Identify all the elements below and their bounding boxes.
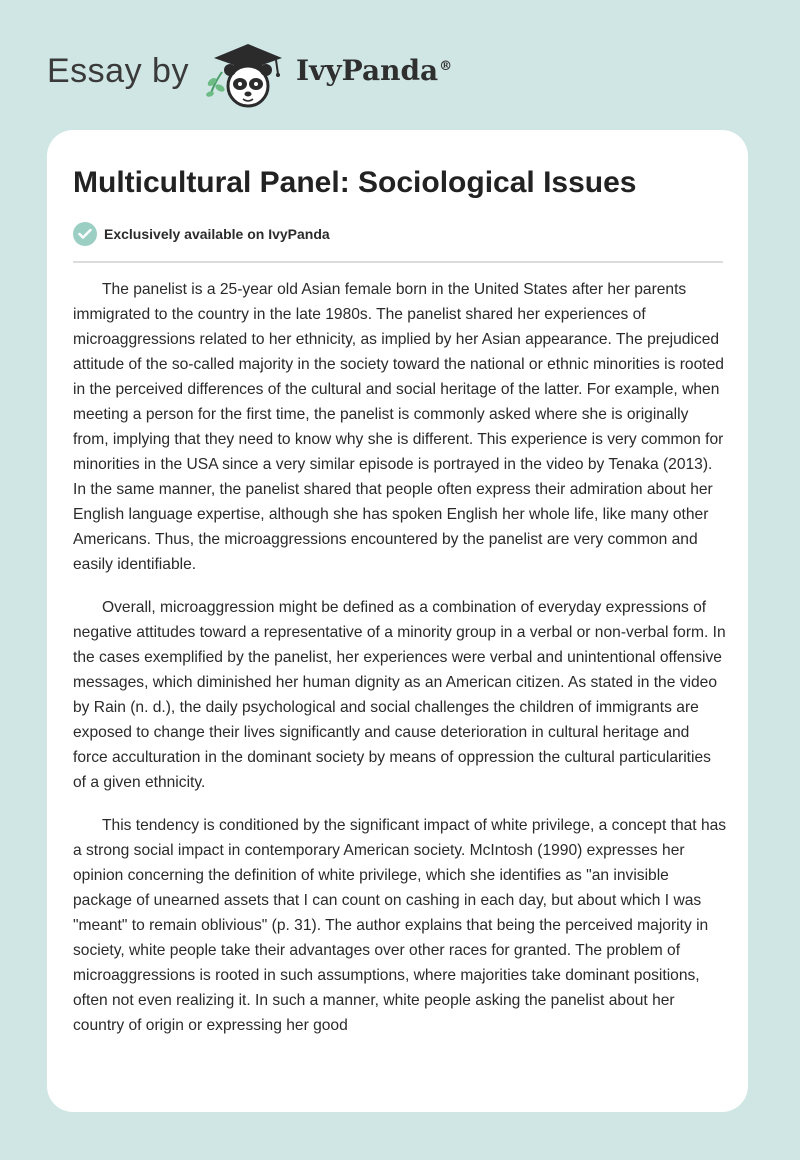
site-header bbox=[0, 0, 800, 130]
brand-name[interactable] bbox=[296, 54, 452, 87]
brand-text: IvyPanda bbox=[296, 54, 439, 87]
essay-card bbox=[47, 130, 748, 1112]
paragraph: The panelist is a 25-year old Asian female born in the United States after her parents immigrated to the country in the late 1980s. The panelist shared her experiences of microaggressions related to her ethnicity, as implied by her Asian appearance. The prejudiced attitude of the so-called majority in the society toward the national or ethnic minorities is rooted in the perceived differences of the cultural and social heritage of the latter. For example, when meeting a person for the first time, the panelist is commonly asked where she is originally from, implying that they need to know why she is different. This experience is very common for minorities in the USA since a very similar episode is portrayed in the video by Tenaka (2013). In the same manner, the panelist shared that people often express their admiration about her English language expertise, although she has spoken English her whole life, like many other Americans. Thus, the microaggressions encountered by the panelist are very common and easily identifiable. bbox=[73, 281, 724, 573]
essay-body bbox=[73, 277, 728, 1067]
check-circle-icon bbox=[73, 222, 97, 246]
paragraph: This tendency is conditioned by the significant impact of white privilege, a concept that has a strong social impact in contemporary American society. McIntosh (1990) expresses her opinion concerning the definition of white privilege, which she identifies as "an invisible package of unearned assets that I can count on cashing in each day, but about which I was "meant" to remain oblivious" (p. 31). The author explains that being the perceived majority in society, white people take their advantages over other races for granted. The problem of microaggressions is rooted in such assumptions, where majorities take dominant positions, often not even realizing it. In such a manner, white people asking the panelist about her country of origin or expressing her good bbox=[73, 817, 727, 1034]
divider bbox=[73, 261, 723, 263]
essay-by-label: Essay by bbox=[47, 52, 189, 90]
badge-label: Exclusively available on IvyPanda bbox=[104, 226, 330, 242]
panda-graduate-logo-icon bbox=[198, 38, 290, 110]
page-title: Multicultural Panel: Sociological Issues bbox=[73, 166, 637, 199]
paragraph: Overall, microaggression might be defined as a combination of everyday expressions of negative attitudes toward a representative of a minority group in a verbal or non-verbal form. In the cases exemplified by the panelist, her experiences were verbal and unintentional offensive messages, which diminished her human dignity as an American citizen. As stated in the video by Rain (n. d.), the daily psychological and social challenges the children of immigrants are exposed to change their lives significantly and cause deterioration in cultural heritage and force acculturation in the dominant society by means of oppression the cultural particularities of a given ethnicity. bbox=[73, 599, 726, 791]
registered-mark: ® bbox=[439, 58, 453, 74]
exclusive-badge bbox=[73, 222, 330, 246]
